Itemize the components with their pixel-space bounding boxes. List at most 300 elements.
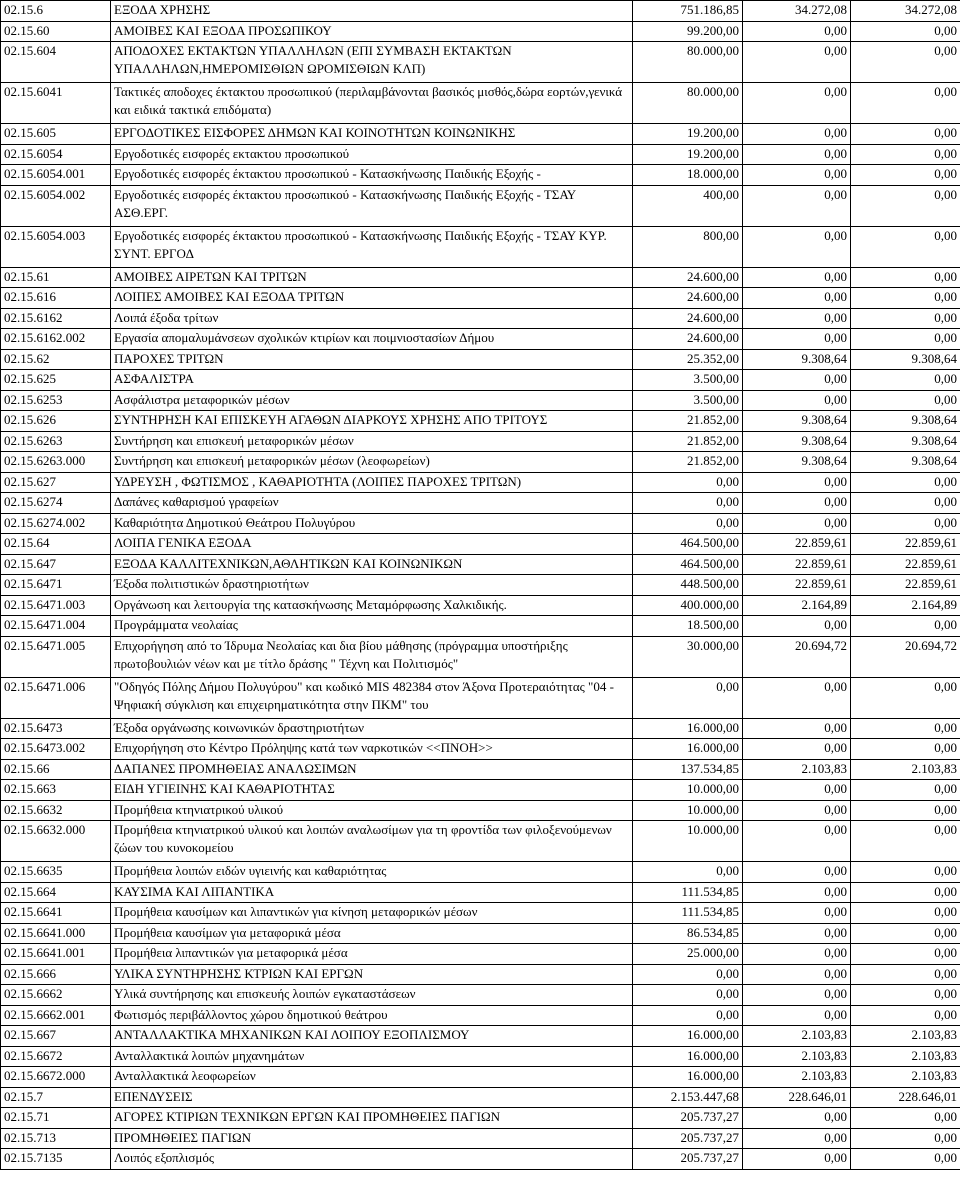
budget-amount-cell: 751.186,85	[633, 1, 743, 22]
paid-amount-cell: 22.859,61	[851, 575, 960, 596]
account-code-cell: 02.15.6263	[1, 431, 111, 452]
table-row	[1, 185, 960, 226]
committed-amount-cell: 0,00	[743, 390, 851, 411]
table-row	[1, 780, 960, 801]
account-code-cell: 02.15.713	[1, 1128, 111, 1149]
description-cell: ΥΔΡΕΥΣΗ , ΦΩΤΙΣΜΟΣ , ΚΑΘΑΡΙΟΤΗΤΑ (ΛΟΙΠΕΣ ΠΑΡΟΧΕΣ ΤΡΙΤΩΝ)	[111, 472, 633, 493]
account-code-cell: 02.15.6632.000	[1, 821, 111, 862]
budget-amount-cell: 25.352,00	[633, 349, 743, 370]
budget-amount-cell: 99.200,00	[633, 21, 743, 42]
account-code-cell: 02.15.62	[1, 349, 111, 370]
committed-amount-cell: 0,00	[743, 308, 851, 329]
description-cell: Φωτισμός περιβάλλοντος χώρου δημοτικού θεάτρου	[111, 1005, 633, 1026]
table-row	[1, 759, 960, 780]
committed-amount-cell: 0,00	[743, 882, 851, 903]
paid-amount-cell: 0,00	[851, 472, 960, 493]
budget-amount-cell: 3.500,00	[633, 390, 743, 411]
account-code-cell: 02.15.625	[1, 370, 111, 391]
paid-amount-cell: 2.103,83	[851, 1046, 960, 1067]
paid-amount-cell: 22.859,61	[851, 534, 960, 555]
description-cell: ΚΑΥΣΙΜΑ ΚΑΙ ΛΙΠΑΝΤΙΚΑ	[111, 882, 633, 903]
table-row	[1, 1149, 960, 1170]
paid-amount-cell: 0,00	[851, 821, 960, 862]
description-cell: Επιχορήγηση στο Κέντρο Πρόληψης κατά των ναρκοτικών <<ΠΝΟΗ>>	[111, 739, 633, 760]
paid-amount-cell: 9.308,64	[851, 452, 960, 473]
account-code-cell: 02.15.666	[1, 964, 111, 985]
paid-amount-cell: 2.164,89	[851, 595, 960, 616]
paid-amount-cell: 228.646,01	[851, 1087, 960, 1108]
committed-amount-cell: 22.859,61	[743, 554, 851, 575]
paid-amount-cell: 0,00	[851, 493, 960, 514]
table-row	[1, 124, 960, 145]
paid-amount-cell: 0,00	[851, 1128, 960, 1149]
committed-amount-cell: 0,00	[743, 83, 851, 124]
paid-amount-cell: 0,00	[851, 329, 960, 350]
description-cell: ΠΡΟΜΗΘΕΙΕΣ ΠΑΓΙΩΝ	[111, 1128, 633, 1149]
table-row	[1, 636, 960, 677]
paid-amount-cell: 0,00	[851, 780, 960, 801]
budget-amount-cell: 16.000,00	[633, 718, 743, 739]
budget-amount-cell: 111.534,85	[633, 882, 743, 903]
description-cell: ΛΟΙΠΑ ΓΕΝΙΚΑ ΕΞΟΔΑ	[111, 534, 633, 555]
budget-amount-cell: 21.852,00	[633, 431, 743, 452]
committed-amount-cell: 22.859,61	[743, 534, 851, 555]
description-cell: Προγράμματα νεολαίας	[111, 616, 633, 637]
table-row	[1, 1, 960, 22]
committed-amount-cell: 22.859,61	[743, 575, 851, 596]
table-row	[1, 595, 960, 616]
committed-amount-cell: 0,00	[743, 42, 851, 83]
description-cell: ΔΑΠΑΝΕΣ ΠΡΟΜΗΘΕΙΑΣ ΑΝΑΛΩΣΙΜΩΝ	[111, 759, 633, 780]
account-code-cell: 02.15.616	[1, 288, 111, 309]
table-row	[1, 288, 960, 309]
committed-amount-cell: 2.103,83	[743, 1046, 851, 1067]
paid-amount-cell: 0,00	[851, 226, 960, 267]
description-cell: Προμήθεια λιπαντικών για μεταφορικά μέσα	[111, 944, 633, 965]
committed-amount-cell: 0,00	[743, 677, 851, 718]
account-code-cell: 02.15.71	[1, 1108, 111, 1129]
budget-amount-cell: 16.000,00	[633, 1026, 743, 1047]
description-cell: Εργοδοτικές εισφορές έκτακτου προσωπικού - Κατασκήνωσης Παιδικής Εξοχής - ΤΣΑΥ ΑΣΘ.ΕΡΓ.	[111, 185, 633, 226]
description-cell: Συντήρηση και επισκευή μεταφορικών μέσων (λεοφωρείων)	[111, 452, 633, 473]
paid-amount-cell: 0,00	[851, 390, 960, 411]
description-cell: ΑΣΦΑΛΙΣΤΡΑ	[111, 370, 633, 391]
budget-amount-cell: 800,00	[633, 226, 743, 267]
committed-amount-cell: 0,00	[743, 493, 851, 514]
budget-amount-cell: 400,00	[633, 185, 743, 226]
budget-amount-cell: 205.737,27	[633, 1128, 743, 1149]
committed-amount-cell: 228.646,01	[743, 1087, 851, 1108]
paid-amount-cell: 0,00	[851, 677, 960, 718]
description-cell: Εργοδοτικές εισφορές εκτακτου προσωπικού	[111, 144, 633, 165]
account-code-cell: 02.15.667	[1, 1026, 111, 1047]
budget-amount-cell: 10.000,00	[633, 800, 743, 821]
committed-amount-cell: 0,00	[743, 513, 851, 534]
table-row	[1, 1067, 960, 1088]
committed-amount-cell: 0,00	[743, 780, 851, 801]
committed-amount-cell: 0,00	[743, 1108, 851, 1129]
budget-amount-cell: 19.200,00	[633, 124, 743, 145]
committed-amount-cell: 0,00	[743, 124, 851, 145]
description-cell: ΠΑΡΟΧΕΣ ΤΡΙΤΩΝ	[111, 349, 633, 370]
committed-amount-cell: 0,00	[743, 944, 851, 965]
budget-amount-cell: 24.600,00	[633, 308, 743, 329]
budget-amount-cell: 24.600,00	[633, 288, 743, 309]
paid-amount-cell: 0,00	[851, 718, 960, 739]
budget-amount-cell: 24.600,00	[633, 267, 743, 288]
budget-amount-cell: 0,00	[633, 1005, 743, 1026]
committed-amount-cell: 20.694,72	[743, 636, 851, 677]
committed-amount-cell: 2.103,83	[743, 1067, 851, 1088]
description-cell: ΕΠΕΝΔΥΣΕΙΣ	[111, 1087, 633, 1108]
account-code-cell: 02.15.6471.004	[1, 616, 111, 637]
table-row	[1, 349, 960, 370]
description-cell: Λοιπά έξοδα τρίτων	[111, 308, 633, 329]
paid-amount-cell: 22.859,61	[851, 554, 960, 575]
budget-amount-cell: 0,00	[633, 493, 743, 514]
paid-amount-cell: 0,00	[851, 903, 960, 924]
account-code-cell: 02.15.6473	[1, 718, 111, 739]
description-cell: Υλικά συντήρησης και επισκευής λοιπών εγκαταστάσεων	[111, 985, 633, 1006]
account-code-cell: 02.15.604	[1, 42, 111, 83]
account-code-cell: 02.15.6041	[1, 83, 111, 124]
table-row	[1, 83, 960, 124]
description-cell: Δαπάνες καθαρισμού γραφείων	[111, 493, 633, 514]
budget-amount-cell: 205.737,27	[633, 1108, 743, 1129]
description-cell: Συντήρηση και επισκευή μεταφορικών μέσων	[111, 431, 633, 452]
table-row	[1, 575, 960, 596]
committed-amount-cell: 0,00	[743, 1149, 851, 1170]
account-code-cell: 02.15.6672	[1, 1046, 111, 1067]
account-code-cell: 02.15.64	[1, 534, 111, 555]
budget-amount-cell: 16.000,00	[633, 1046, 743, 1067]
committed-amount-cell: 34.272,08	[743, 1, 851, 22]
paid-amount-cell: 0,00	[851, 616, 960, 637]
paid-amount-cell: 0,00	[851, 267, 960, 288]
description-cell: ΕΙΔΗ ΥΓΙΕΙΝΗΣ ΚΑΙ ΚΑΘΑΡΙΟΤΗΤΑΣ	[111, 780, 633, 801]
committed-amount-cell: 0,00	[743, 1128, 851, 1149]
description-cell: Προμήθεια κτηνιατρικού υλικού	[111, 800, 633, 821]
table-row	[1, 390, 960, 411]
table-row	[1, 821, 960, 862]
budget-amount-cell: 16.000,00	[633, 739, 743, 760]
description-cell: Προμήθεια καυσίμων για μεταφορικά μέσα	[111, 923, 633, 944]
table-row	[1, 165, 960, 186]
description-cell: Προμήθεια λοιπών ειδών υγιεινής και καθαριότητας	[111, 862, 633, 883]
committed-amount-cell: 0,00	[743, 21, 851, 42]
paid-amount-cell: 9.308,64	[851, 411, 960, 432]
paid-amount-cell: 0,00	[851, 862, 960, 883]
table-row	[1, 554, 960, 575]
budget-table-body	[1, 1, 960, 1170]
account-code-cell: 02.15.647	[1, 554, 111, 575]
paid-amount-cell: 9.308,64	[851, 349, 960, 370]
table-row	[1, 21, 960, 42]
account-code-cell: 02.15.6471.006	[1, 677, 111, 718]
table-row	[1, 964, 960, 985]
committed-amount-cell: 0,00	[743, 1005, 851, 1026]
budget-amount-cell: 111.534,85	[633, 903, 743, 924]
description-cell: Εργοδοτικές εισφορές έκτακτου προσωπικού - Κατασκήνωσης Παιδικής Εξοχής -	[111, 165, 633, 186]
budget-amount-cell: 19.200,00	[633, 144, 743, 165]
budget-amount-cell: 16.000,00	[633, 1067, 743, 1088]
table-row	[1, 267, 960, 288]
description-cell: Προμήθεια κτηνιατρικού υλικού και λοιπών αναλωσίμων για τη φροντίδα των φιλοξενούμενων ζώων του κυνοκομείου	[111, 821, 633, 862]
table-row	[1, 226, 960, 267]
table-row	[1, 370, 960, 391]
table-row	[1, 1087, 960, 1108]
budget-amount-cell: 464.500,00	[633, 534, 743, 555]
budget-amount-cell: 18.000,00	[633, 165, 743, 186]
budget-amount-cell: 2.153.447,68	[633, 1087, 743, 1108]
paid-amount-cell: 0,00	[851, 185, 960, 226]
table-row	[1, 1005, 960, 1026]
description-cell: Εργοδοτικές εισφορές έκτακτου προσωπικού - Κατασκήνωσης Παιδικής Εξοχής - ΤΣΑΥ ΚΥΡ. ΣΥΝΤ. ΕΡΓΟΔ	[111, 226, 633, 267]
budget-amount-cell: 30.000,00	[633, 636, 743, 677]
description-cell: ΑΜΟΙΒΕΣ ΑΙΡΕΤΩΝ ΚΑΙ ΤΡΙΤΩΝ	[111, 267, 633, 288]
budget-amount-cell: 18.500,00	[633, 616, 743, 637]
table-row	[1, 1026, 960, 1047]
committed-amount-cell: 0,00	[743, 472, 851, 493]
budget-amount-cell: 464.500,00	[633, 554, 743, 575]
account-code-cell: 02.15.6263.000	[1, 452, 111, 473]
paid-amount-cell: 0,00	[851, 124, 960, 145]
paid-amount-cell: 2.103,83	[851, 759, 960, 780]
account-code-cell: 02.15.61	[1, 267, 111, 288]
table-row	[1, 493, 960, 514]
account-code-cell: 02.15.6662	[1, 985, 111, 1006]
account-code-cell: 02.15.6	[1, 1, 111, 22]
table-row	[1, 534, 960, 555]
budget-amount-cell: 205.737,27	[633, 1149, 743, 1170]
budget-amount-cell: 21.852,00	[633, 452, 743, 473]
description-cell: Καθαριότητα Δημοτικού Θεάτρου Πολυγύρου	[111, 513, 633, 534]
table-row	[1, 923, 960, 944]
description-cell: Ανταλλακτικά λεοφωρείων	[111, 1067, 633, 1088]
description-cell: Επιχορήγηση από το Ίδρυμα Νεολαίας και δια βίου μάθησης (πρόγραμμα υποστήριξης πρωτοβουλιών νέων και με τίτλο δράσης " Τέχνη και Πολιτισμός"	[111, 636, 633, 677]
account-code-cell: 02.15.6641.000	[1, 923, 111, 944]
budget-amount-cell: 448.500,00	[633, 575, 743, 596]
committed-amount-cell: 0,00	[743, 985, 851, 1006]
committed-amount-cell: 0,00	[743, 288, 851, 309]
budget-amount-cell: 0,00	[633, 862, 743, 883]
description-cell: ΕΡΓΟΔΟΤΙΚΕΣ ΕΙΣΦΟΡΕΣ ΔΗΜΩΝ ΚΑΙ ΚΟΙΝΟΤΗΤΩΝ ΚΟΙΝΩΝΙΚΗΣ	[111, 124, 633, 145]
paid-amount-cell: 0,00	[851, 739, 960, 760]
budget-amount-cell: 137.534,85	[633, 759, 743, 780]
table-row	[1, 677, 960, 718]
account-code-cell: 02.15.6054.001	[1, 165, 111, 186]
budget-amount-cell: 400.000,00	[633, 595, 743, 616]
committed-amount-cell: 9.308,64	[743, 431, 851, 452]
table-row	[1, 1108, 960, 1129]
table-row	[1, 1046, 960, 1067]
table-row	[1, 513, 960, 534]
budget-amount-cell: 0,00	[633, 677, 743, 718]
committed-amount-cell: 0,00	[743, 739, 851, 760]
budget-amount-cell: 24.600,00	[633, 329, 743, 350]
account-code-cell: 02.15.6471.005	[1, 636, 111, 677]
table-row	[1, 718, 960, 739]
table-row	[1, 1128, 960, 1149]
paid-amount-cell: 0,00	[851, 370, 960, 391]
committed-amount-cell: 0,00	[743, 226, 851, 267]
committed-amount-cell: 0,00	[743, 185, 851, 226]
table-row	[1, 882, 960, 903]
committed-amount-cell: 0,00	[743, 821, 851, 862]
paid-amount-cell: 0,00	[851, 308, 960, 329]
table-row	[1, 903, 960, 924]
account-code-cell: 02.15.60	[1, 21, 111, 42]
account-code-cell: 02.15.6274.002	[1, 513, 111, 534]
description-cell: Εργασία απομαλυμάνσεων σχολικών κτιρίων και ποιμνιοστασίων Δήμου	[111, 329, 633, 350]
description-cell: ΛΟΙΠΕΣ ΑΜΟΙΒΕΣ ΚΑΙ ΕΞΟΔΑ ΤΡΙΤΩΝ	[111, 288, 633, 309]
paid-amount-cell: 0,00	[851, 1149, 960, 1170]
account-code-cell: 02.15.6162.002	[1, 329, 111, 350]
committed-amount-cell: 0,00	[743, 718, 851, 739]
account-code-cell: 02.15.6253	[1, 390, 111, 411]
account-code-cell: 02.15.6662.001	[1, 1005, 111, 1026]
description-cell: Λοιπός εξοπλισμός	[111, 1149, 633, 1170]
description-cell: Έξοδα οργάνωσης κοινωνικών δραστηριοτήτων	[111, 718, 633, 739]
table-row	[1, 944, 960, 965]
table-row	[1, 329, 960, 350]
table-row	[1, 411, 960, 432]
table-row	[1, 472, 960, 493]
committed-amount-cell: 0,00	[743, 923, 851, 944]
account-code-cell: 02.15.663	[1, 780, 111, 801]
paid-amount-cell: 0,00	[851, 288, 960, 309]
description-cell: Έξοδα πολιτιστικών δραστηριοτήτων	[111, 575, 633, 596]
table-row	[1, 42, 960, 83]
table-row	[1, 739, 960, 760]
paid-amount-cell: 0,00	[851, 21, 960, 42]
budget-amount-cell: 0,00	[633, 472, 743, 493]
table-row	[1, 616, 960, 637]
table-row	[1, 985, 960, 1006]
table-row	[1, 144, 960, 165]
paid-amount-cell: 2.103,83	[851, 1067, 960, 1088]
account-code-cell: 02.15.605	[1, 124, 111, 145]
description-cell: ΑΜΟΙΒΕΣ ΚΑΙ ΕΞΟΔΑ ΠΡΟΣΩΠΙΚΟΥ	[111, 21, 633, 42]
budget-amount-cell: 10.000,00	[633, 821, 743, 862]
account-code-cell: 02.15.6641.001	[1, 944, 111, 965]
committed-amount-cell: 0,00	[743, 370, 851, 391]
budget-amount-cell: 0,00	[633, 964, 743, 985]
committed-amount-cell: 0,00	[743, 616, 851, 637]
committed-amount-cell: 0,00	[743, 800, 851, 821]
account-code-cell: 02.15.6054.002	[1, 185, 111, 226]
budget-amount-cell: 21.852,00	[633, 411, 743, 432]
account-code-cell: 02.15.6471	[1, 575, 111, 596]
paid-amount-cell: 0,00	[851, 985, 960, 1006]
table-row	[1, 308, 960, 329]
committed-amount-cell: 9.308,64	[743, 349, 851, 370]
committed-amount-cell: 0,00	[743, 862, 851, 883]
paid-amount-cell: 9.308,64	[851, 431, 960, 452]
paid-amount-cell: 0,00	[851, 882, 960, 903]
budget-amount-cell: 80.000,00	[633, 83, 743, 124]
budget-amount-cell: 0,00	[633, 985, 743, 1006]
paid-amount-cell: 0,00	[851, 944, 960, 965]
description-cell: Προμήθεια καυσίμων και λιπαντικών για κίνηση μεταφορικών μέσων	[111, 903, 633, 924]
account-code-cell: 02.15.6473.002	[1, 739, 111, 760]
description-cell: ΥΛΙΚΑ ΣΥΝΤΗΡΗΣΗΣ ΚΤΡΙΩΝ ΚΑΙ ΕΡΓΩΝ	[111, 964, 633, 985]
committed-amount-cell: 0,00	[743, 329, 851, 350]
committed-amount-cell: 2.103,83	[743, 1026, 851, 1047]
budget-amount-cell: 10.000,00	[633, 780, 743, 801]
committed-amount-cell: 0,00	[743, 964, 851, 985]
paid-amount-cell: 0,00	[851, 1108, 960, 1129]
paid-amount-cell: 0,00	[851, 1005, 960, 1026]
description-cell: ΣΥΝΤΗΡΗΣΗ ΚΑΙ ΕΠΙΣΚΕΥΗ ΑΓΑΘΩΝ ΔΙΑΡΚΟΥΣ ΧΡΗΣΗΣ ΑΠΟ ΤΡΙΤΟΥΣ	[111, 411, 633, 432]
committed-amount-cell: 0,00	[743, 903, 851, 924]
budget-amount-cell: 86.534,85	[633, 923, 743, 944]
budget-amount-cell: 80.000,00	[633, 42, 743, 83]
description-cell: ΑΓΟΡΕΣ ΚΤΙΡΙΩΝ ΤΕΧΝΙΚΩΝ ΕΡΓΩΝ ΚΑΙ ΠΡΟΜΗΘΕΙΕΣ ΠΑΓΙΩΝ	[111, 1108, 633, 1129]
account-code-cell: 02.15.6635	[1, 862, 111, 883]
paid-amount-cell: 0,00	[851, 513, 960, 534]
account-code-cell: 02.15.6274	[1, 493, 111, 514]
description-cell: ΕΞΟΔΑ ΧΡΗΣΗΣ	[111, 1, 633, 22]
table-row	[1, 452, 960, 473]
paid-amount-cell: 34.272,08	[851, 1, 960, 22]
description-cell: ΑΠΟΔΟΧΕΣ ΕΚΤΑΚΤΩΝ ΥΠΑΛΛΗΛΩΝ (ΕΠΙ ΣΥΜΒΑΣΗ ΕΚΤΑΚΤΩΝ ΥΠΑΛΛΗΛΩΝ,ΗΜΕΡΟΜΙΣΘΙΩΝ ΩΡΟΜΙΣΘΙΩΝ ΚΛΠ)	[111, 42, 633, 83]
description-cell: Τακτικές αποδοχες έκτακτου προσωπικού (περιλαμβάνονται βασικός μισθός,δώρα εορτών,γενικά και ειδικά τακτικά επιδόματα)	[111, 83, 633, 124]
committed-amount-cell: 0,00	[743, 144, 851, 165]
budget-amount-cell: 3.500,00	[633, 370, 743, 391]
paid-amount-cell: 0,00	[851, 165, 960, 186]
table-row	[1, 800, 960, 821]
account-code-cell: 02.15.664	[1, 882, 111, 903]
paid-amount-cell: 0,00	[851, 964, 960, 985]
table-row	[1, 862, 960, 883]
description-cell: Ασφάλιστρα μεταφορικών μέσων	[111, 390, 633, 411]
account-code-cell: 02.15.7135	[1, 1149, 111, 1170]
budget-amount-cell: 0,00	[633, 513, 743, 534]
committed-amount-cell: 2.164,89	[743, 595, 851, 616]
account-code-cell: 02.15.6471.003	[1, 595, 111, 616]
account-code-cell: 02.15.6632	[1, 800, 111, 821]
account-code-cell: 02.15.626	[1, 411, 111, 432]
paid-amount-cell: 2.103,83	[851, 1026, 960, 1047]
paid-amount-cell: 20.694,72	[851, 636, 960, 677]
account-code-cell: 02.15.7	[1, 1087, 111, 1108]
paid-amount-cell: 0,00	[851, 923, 960, 944]
committed-amount-cell: 2.103,83	[743, 759, 851, 780]
account-code-cell: 02.15.6672.000	[1, 1067, 111, 1088]
paid-amount-cell: 0,00	[851, 42, 960, 83]
account-code-cell: 02.15.66	[1, 759, 111, 780]
description-cell: Ανταλλακτικά λοιπών μηχανημάτων	[111, 1046, 633, 1067]
committed-amount-cell: 0,00	[743, 267, 851, 288]
account-code-cell: 02.15.6054	[1, 144, 111, 165]
description-cell: Οργάνωση και λειτουργία της κατασκήνωσης Μεταμόρφωσης Χαλκιδικής.	[111, 595, 633, 616]
paid-amount-cell: 0,00	[851, 800, 960, 821]
paid-amount-cell: 0,00	[851, 83, 960, 124]
committed-amount-cell: 9.308,64	[743, 452, 851, 473]
description-cell: "Οδηγός Πόλης Δήμου Πολυγύρου" και κωδικό MIS 482384 στον Άξονα Προτεραιότητας "04 - Ψηφιακή σύγκλιση και επιχειρηματικότητα στην ΠΚΜ" του	[111, 677, 633, 718]
account-code-cell: 02.15.6054.003	[1, 226, 111, 267]
committed-amount-cell: 9.308,64	[743, 411, 851, 432]
account-code-cell: 02.15.627	[1, 472, 111, 493]
account-code-cell: 02.15.6641	[1, 903, 111, 924]
budget-amount-cell: 25.000,00	[633, 944, 743, 965]
account-code-cell: 02.15.6162	[1, 308, 111, 329]
table-row	[1, 431, 960, 452]
paid-amount-cell: 0,00	[851, 144, 960, 165]
description-cell: ΕΞΟΔΑ ΚΑΛΛΙΤΕΧΝΙΚΩΝ,ΑΘΛΗΤΙΚΩΝ ΚΑΙ ΚΟΙΝΩΝΙΚΩΝ	[111, 554, 633, 575]
description-cell: ΑΝΤΑΛΛΑΚΤΙΚΑ ΜΗΧΑΝΙΚΩΝ ΚΑΙ ΛΟΙΠΟΥ ΕΞΟΠΛΙΣΜΟΥ	[111, 1026, 633, 1047]
